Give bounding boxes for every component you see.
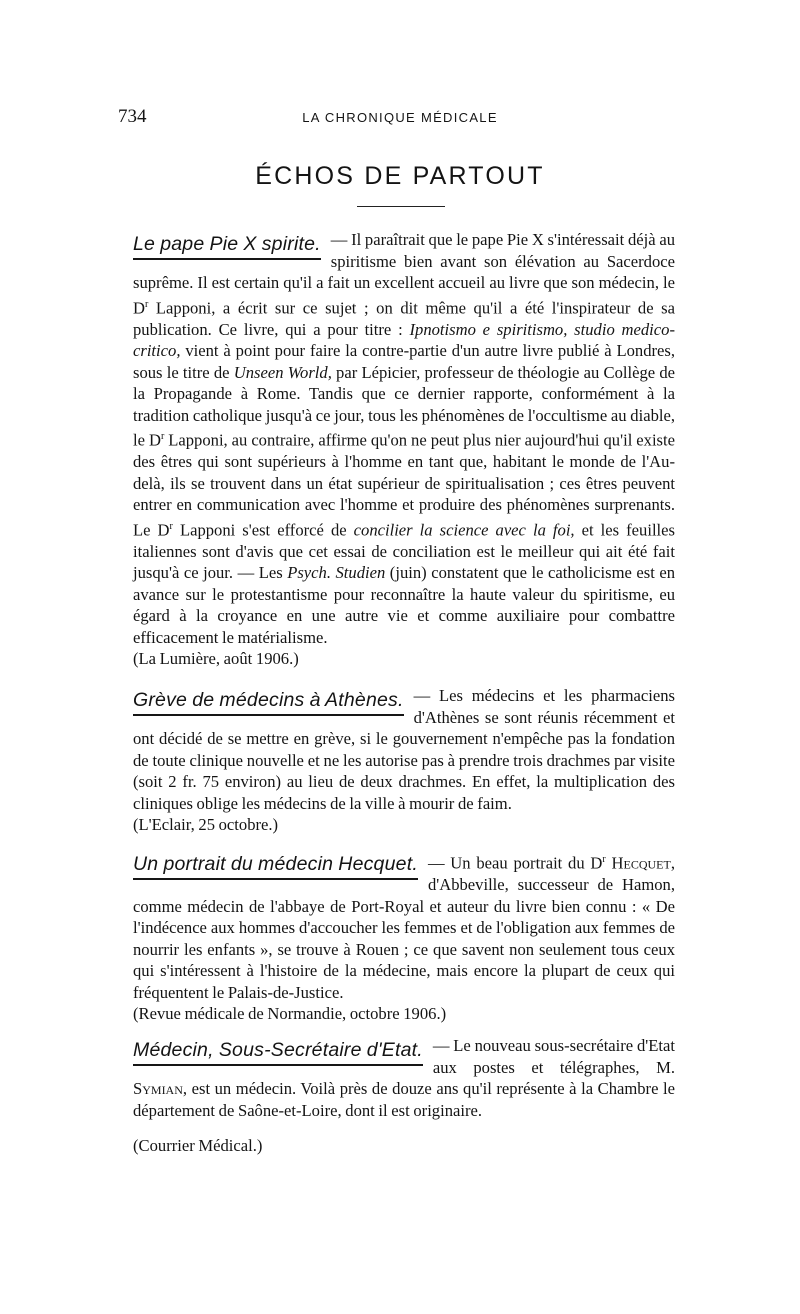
article-text: — Les médecins et les pharmaciens d'Athènes se sont réunis récemment et ont décidé de se mettre en grève, si le gouvernement n'empêche pas la fondation de toute clinique nouvelle et ne les autorise pas à prendre trois drachmes par visite (soit 2 fr. 75 environ) au lieu de deux drachmes. En effet, la multiplication des cliniques oblige les médecins de la ville à mourir de faim. bbox=[133, 686, 675, 813]
title-rule bbox=[357, 206, 445, 207]
article-source: (Courrier Médical.) bbox=[133, 1136, 263, 1155]
book-title: Ipnotismo e spiritismo, studio medico-critico, bbox=[133, 319, 675, 361]
article-headline: Un portrait du médecin Hecquet. bbox=[133, 853, 418, 880]
article-text: et les feuilles italiennes sont d'avis que cet essai de conciliation est le meilleur qui ait été fait jusqu'à ce jour. — Les bbox=[133, 520, 675, 583]
article-under-secretary bbox=[133, 1035, 675, 1157]
article-source: (Revue médicale de Normandie, octobre 1906.) bbox=[133, 1004, 447, 1024]
article-text: Lapponi, au contraire, affirme qu'on ne peut plus nier aujourd'hui qu'il existe des êtres qui sont supérieurs à l'homme en tant que, habitant le monde de l'Au-delà, ils se trouvent dans un état supérieur de spiritualisation ; ces êtres peuvent entrer en communication avec l'homme et produire des phénomènes surprenants. Le D bbox=[133, 430, 675, 540]
article-athens-strike bbox=[133, 685, 675, 836]
article-body bbox=[133, 229, 675, 648]
article-text: , d'Abbeville, successeur de Hamon, comme médecin de l'abbaye de Port-Royal et auteur du livre bien connu : « De l'indécence aux hommes d'accoucher les femmes et de l'obligation aux femmes de nourrir les enfants », se trouve à Rouen ; ce que savent non seulement tous ceux qui s'intéressent à l'histoire de la médecine, mais encore la plupart de ceux qui fréquentent le Palais-de-Justice. bbox=[133, 853, 676, 1002]
emphasis: concilier la science avec la foi, bbox=[353, 520, 575, 540]
section-title: ÉCHOS DE PARTOUT bbox=[255, 162, 545, 190]
article-text: (juin) constatent que le catholicisme est en avance sur le protestantisme pour reconnaître la haute valeur du spiritisme, eu égard à la croyance en une autre vie et comme auxiliaire pour combattre efficacement le matérialisme. bbox=[133, 563, 675, 647]
article-source: (La Lumière, août 1906.) bbox=[133, 649, 299, 669]
article-hecquet-portrait bbox=[133, 849, 675, 1025]
article-pope-pius-x bbox=[133, 229, 675, 670]
article-text: , est un médecin. Voilà près de douze ans qu'il représente à la Chambre le département de Saône-et-Loire, dont il est originaire. bbox=[133, 1079, 675, 1120]
article-source: (L'Eclair, 25 octobre.) bbox=[133, 815, 279, 834]
article-text: vient à point pour faire la contre-partie d'un autre livre publié à Londres, sous le titre de bbox=[133, 341, 675, 382]
article-text: — Il paraîtrait que le pape Pie X s'intéressait déjà au spiritisme bien avant son élévation au Sacerdoce suprême. Il est certain qu'il a fait un excellent accueil au livre que son médecin, le D bbox=[133, 230, 675, 318]
article-headline: Médecin, Sous-Secrétaire d'Etat. bbox=[133, 1039, 423, 1066]
person-name: Hecquet bbox=[605, 853, 671, 873]
superscript: r bbox=[160, 431, 165, 443]
article-text: par Lépicier, professeur de théologie au Collège de la Propagande à Rome. Tandis que ce dernier rapporte, conformément à la tradition catholique jusqu'à ce jour, tous les phénomènes de l'occultisme au diable, le D bbox=[133, 362, 675, 450]
article-text: Lapponi s'est efforcé de bbox=[172, 520, 354, 540]
person-name: Symian bbox=[133, 1079, 183, 1098]
article-text: — Un beau portrait du D bbox=[427, 853, 603, 873]
journal-name: Psych. Studien bbox=[287, 563, 386, 583]
book-title: Unseen World, bbox=[233, 362, 332, 382]
article-headline: Grève de médecins à Athènes. bbox=[133, 689, 404, 716]
article-headline: Le pape Pie X spirite. bbox=[133, 233, 321, 260]
superscript: r bbox=[602, 854, 606, 865]
article-text: — Le nouveau sous-secrétaire d'Etat aux postes et télégraphes, M. bbox=[432, 1036, 675, 1077]
superscript: r bbox=[144, 298, 149, 310]
article-body bbox=[133, 685, 675, 814]
journal-title: LA CHRONIQUE MÉDICALE bbox=[302, 110, 498, 125]
article-body bbox=[133, 1035, 675, 1121]
article-body bbox=[133, 849, 675, 1003]
running-head bbox=[0, 106, 800, 130]
article-text: Lapponi, a écrit sur ce sujet ; on dit même qu'il a été l'inspirateur de sa publication. Ce livre, qui a pour titre : bbox=[133, 298, 675, 339]
page-number: 734 bbox=[118, 106, 147, 127]
superscript: r bbox=[169, 520, 173, 532]
